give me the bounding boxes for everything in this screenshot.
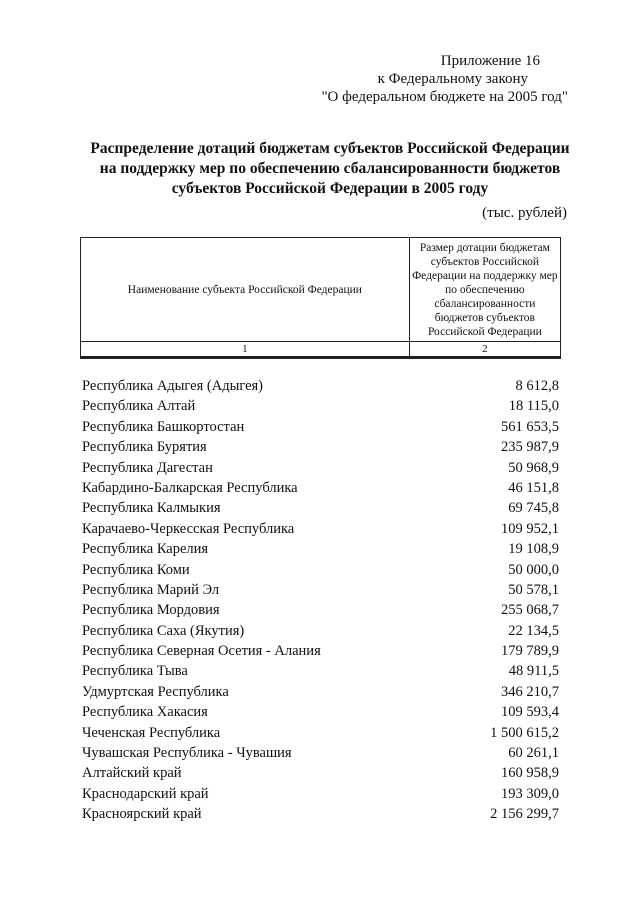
- table-row: [82, 539, 559, 559]
- table-row: [82, 784, 559, 804]
- annex-number: Приложение 16: [440, 53, 540, 69]
- subsidy-amount: 50 968,9: [508, 459, 559, 476]
- table-row: [82, 498, 559, 518]
- table-body: [82, 376, 559, 825]
- subject-name: Красноярский край: [82, 806, 202, 823]
- subject-name: Республика Тыва: [82, 663, 188, 680]
- subsidy-amount: 69 745,8: [508, 500, 559, 517]
- subsidy-amount: 8 612,8: [515, 378, 559, 394]
- subject-name: Республика Саха (Якутия): [82, 622, 245, 639]
- title-line-1: Распределение дотаций бюджетам субъектов Российской Федерации: [90, 140, 570, 157]
- table-row: [82, 804, 559, 824]
- subsidy-amount: 255 068,7: [501, 602, 559, 619]
- subsidy-amount: 46 151,8: [508, 479, 559, 496]
- table-row: [82, 723, 559, 743]
- table-row: [82, 682, 559, 702]
- subject-name: Республика Адыгея (Адыгея): [82, 378, 264, 394]
- subsidy-amount: 1 500 615,2: [490, 724, 559, 741]
- subsidy-amount: 235 987,9: [501, 439, 559, 456]
- subject-name: Алтайский край: [82, 765, 182, 782]
- subsidy-amount: 18 115,0: [508, 398, 559, 415]
- annex-law-title: "О федеральном бюджете на 2005 год": [321, 89, 568, 105]
- subsidy-amount: 50 578,1: [508, 581, 559, 598]
- subsidy-amount: 109 593,4: [501, 704, 559, 721]
- table-row: [82, 580, 559, 600]
- table-row: [82, 417, 559, 437]
- column-number-1: 1: [81, 342, 410, 357]
- subsidy-amount: 48 911,5: [508, 663, 559, 680]
- document-title: [80, 139, 580, 199]
- subject-name: Республика Марий Эл: [82, 581, 220, 598]
- subject-name: Республика Калмыкия: [82, 500, 221, 517]
- subject-name: Республика Дагестан: [82, 459, 213, 476]
- subject-name: Карачаево-Черкесская Республика: [82, 520, 295, 537]
- table-row: [82, 376, 559, 396]
- unit-label: (тыс. рублей): [482, 205, 567, 221]
- subsidy-amount: 160 958,9: [501, 765, 559, 782]
- subsidy-amount: 22 134,5: [508, 622, 559, 639]
- subject-name: Краснодарский край: [82, 785, 209, 802]
- subject-name: Республика Алтай: [82, 398, 196, 415]
- subject-name: Республика Северная Осетия - Алания: [82, 643, 321, 660]
- subject-name: Чувашская Республика - Чувашия: [82, 745, 292, 762]
- subsidy-amount: 179 789,9: [501, 643, 559, 660]
- subject-name: Республика Коми: [82, 561, 190, 578]
- title-line-3: субъектов Российской Федерации в 2005 году: [171, 180, 489, 197]
- table-row: [82, 702, 559, 722]
- table-row: [82, 458, 559, 478]
- table-row: [82, 661, 559, 681]
- table-row: [82, 743, 559, 763]
- column-header-amount: Размер дотации бюджетам субъектов Российской Федерации на поддержку мер по обеспечению сбалансированности бюджетов субъектов Российской Федерации: [409, 238, 560, 342]
- title-line-2: на поддержку мер по обеспечению сбалансированности бюджетов: [99, 160, 561, 177]
- table-row: [82, 478, 559, 498]
- table-header: [80, 237, 561, 359]
- subject-name: Республика Хакасия: [82, 704, 208, 721]
- subject-name: Чеченская Республика: [82, 724, 221, 741]
- subsidy-amount: 2 156 299,7: [490, 806, 559, 823]
- table-row: [82, 600, 559, 620]
- table-row: [82, 396, 559, 416]
- subject-name: Республика Башкортостан: [82, 418, 245, 435]
- annex-heading: [248, 52, 568, 106]
- subject-name: Республика Карелия: [82, 541, 209, 558]
- table-row: [82, 560, 559, 580]
- subject-name: Республика Мордовия: [82, 602, 220, 619]
- table-row: [82, 763, 559, 783]
- subject-name: Республика Бурятия: [82, 439, 207, 456]
- header-rule-left: [81, 357, 410, 359]
- subsidy-amount: 346 210,7: [501, 683, 559, 700]
- column-header-subject: Наименование субъекта Российской Федерации: [81, 238, 410, 342]
- table-row: [82, 621, 559, 641]
- subject-name: Удмуртская Республика: [82, 683, 229, 700]
- subsidy-amount: 50 000,0: [508, 561, 559, 578]
- subsidy-amount: 193 309,0: [501, 785, 559, 802]
- column-number-2: 2: [409, 342, 560, 357]
- table-row: [82, 641, 559, 661]
- subsidy-amount: 19 108,9: [508, 541, 559, 558]
- table-row: [82, 519, 559, 539]
- table-row: [82, 437, 559, 457]
- subsidy-amount: 561 653,5: [501, 418, 559, 435]
- annex-law-reference: к Федеральному закону: [377, 71, 528, 87]
- header-rule-right: [409, 357, 560, 359]
- subsidy-amount: 60 261,1: [508, 745, 559, 762]
- subject-name: Кабардино-Балкарская Республика: [82, 479, 298, 496]
- subsidy-amount: 109 952,1: [501, 520, 559, 537]
